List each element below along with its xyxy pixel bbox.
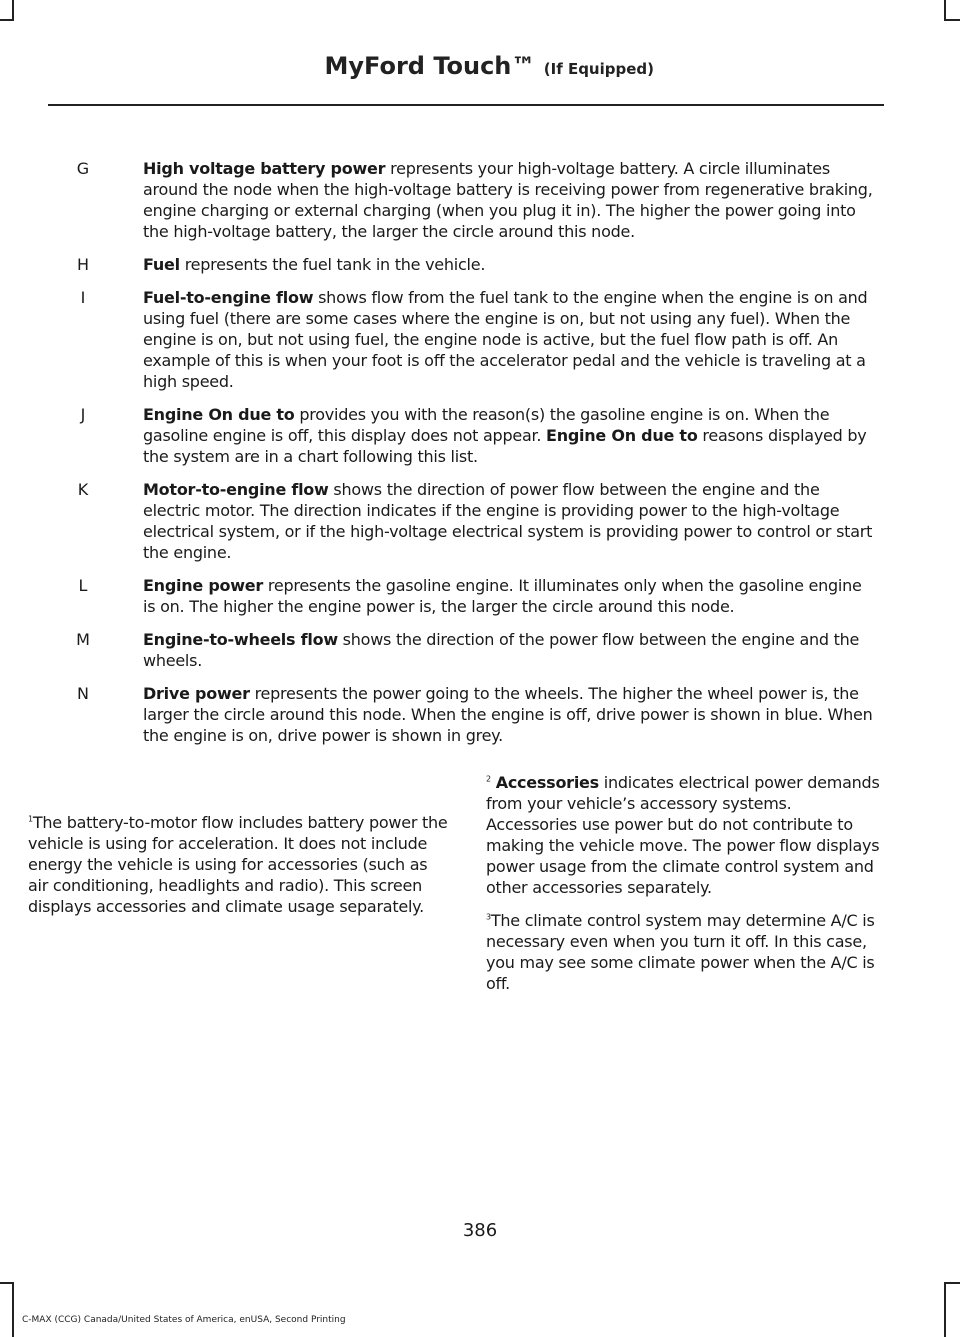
crop-mark-top-left-h [0, 19, 14, 21]
crop-mark-top-right [944, 0, 946, 20]
callout-letter: M [76, 630, 90, 649]
callout-term: Engine power [143, 576, 264, 595]
header-title-main: MyFord Touch™ [324, 52, 536, 80]
callout-entry-g [0, 158, 960, 242]
footnote-1 [28, 812, 448, 917]
page-number: 386 [462, 1220, 498, 1241]
callout-term: Drive power [143, 684, 250, 703]
footnote-column-right [486, 772, 880, 1006]
callout-term-secondary: Engine On due to [546, 426, 698, 445]
crop-mark-bottom-left-h [0, 1282, 14, 1284]
callout-description [143, 479, 878, 563]
page-header-title [325, 52, 654, 80]
callout-entry-m [0, 629, 960, 671]
callout-list [0, 158, 960, 758]
crop-mark-top-right-h [944, 19, 960, 21]
footnote-2-text: indicates electrical power demands from your vehicle’s accessory systems. Accessories use power but do not contribute to making the vehicle move. The power flow displays power usage from the climate control system and other accessories separately. [486, 773, 880, 897]
callout-text: represents the gasoline engine. It illuminates only when the gasoline engine is on. The higher the engine power is, the larger the circle around this node. [143, 576, 862, 616]
callout-term: Engine On due to [143, 405, 295, 424]
callout-letter: K [77, 480, 89, 499]
print-footer: C-MAX (CCG) Canada/United States of America, enUSA, Second Printing [22, 1315, 346, 1325]
header-title-subtitle: (If Equipped) [543, 60, 654, 78]
callout-entry-i [0, 287, 960, 392]
callout-term: Engine-to-wheels flow [143, 630, 338, 649]
footnote-2-mark: 2 [486, 774, 491, 784]
callout-text-secondary: reasons displayed by the system are in a chart following this list. [143, 426, 867, 466]
callout-text: represents the power going to the wheels. The higher the wheel power is, the larger the circle around this node. When the engine is off, drive power is shown in blue. When the engine is on, drive power is shown in grey. [143, 684, 873, 745]
footnote-column-left [28, 812, 448, 929]
callout-text: shows flow from the fuel tank to the engine when the engine is on and using fuel (there are some cases where the engine is on, but not using any fuel). When the engine is on, but not using fuel, the engine node is active, but the fuel flow path is off. An example of this is when your foot is off the accelerator pedal and the vehicle is traveling at a high speed. [143, 288, 868, 391]
footnote-3 [486, 910, 880, 994]
callout-entry-k [0, 479, 960, 563]
callout-entry-l [0, 575, 960, 617]
footnote-3-mark: 3 [486, 912, 491, 922]
footnote-2 [486, 772, 880, 898]
callout-entry-j [0, 404, 960, 467]
callout-letter: G [76, 159, 90, 178]
callout-letter: I [80, 288, 86, 307]
callout-description [143, 629, 878, 671]
callout-letter: H [76, 255, 90, 274]
crop-mark-bottom-right-h [944, 1282, 960, 1284]
footnote-3-text: The climate control system may determine A/C is necessary even when you turn it off. In this case, you may see some climate power when the A/C is off. [486, 911, 875, 993]
callout-term: Fuel [143, 255, 180, 274]
callout-text: represents the fuel tank in the vehicle. [179, 255, 486, 274]
callout-description [143, 683, 878, 746]
callout-description [143, 287, 878, 392]
callout-text: shows the direction of the power flow between the engine and the wheels. [143, 630, 860, 670]
callout-term: Fuel-to-engine flow [143, 288, 314, 307]
callout-term: High voltage battery power [143, 159, 386, 178]
header-rule [48, 104, 884, 106]
footnote-1-text: The battery-to-motor flow includes battery power the vehicle is using for acceleration. It does not include energy the vehicle is using for accessories (such as air conditioning, headlights and radio). This screen displays accessories and climate usage separately. [28, 813, 448, 916]
callout-entry-n [0, 683, 960, 746]
footnote-2-term: Accessories [495, 773, 599, 792]
callout-text: provides you with the reason(s) the gasoline engine is on. When the gasoline engine is off, this display does not appear. [143, 405, 830, 445]
callout-description [143, 254, 878, 275]
callout-term: Motor-to-engine flow [143, 480, 329, 499]
callout-letter: J [80, 405, 86, 424]
callout-text: shows the direction of power flow between the engine and the electric motor. The direction indicates if the engine is providing power to the high-voltage electrical system, or if the high-voltage electrical system is providing power to control or start the engine. [143, 480, 873, 562]
callout-description [143, 575, 878, 617]
footnote-1-mark: 1 [28, 814, 33, 824]
crop-mark-top-left [12, 0, 14, 20]
crop-mark-bottom-left [12, 1282, 14, 1337]
callout-description [143, 158, 878, 242]
callout-description [143, 404, 878, 467]
crop-mark-bottom-right [944, 1282, 946, 1337]
callout-entry-h [0, 254, 960, 275]
callout-text: represents your high-voltage battery. A circle illuminates around the node when the high-voltage battery is receiving power from regenerative braking, engine charging or external charging (when you plug it in). The higher the power going into the high-voltage battery, the larger the circle around this node. [143, 159, 873, 241]
callout-letter: N [77, 684, 89, 703]
callout-letter: L [78, 576, 88, 595]
